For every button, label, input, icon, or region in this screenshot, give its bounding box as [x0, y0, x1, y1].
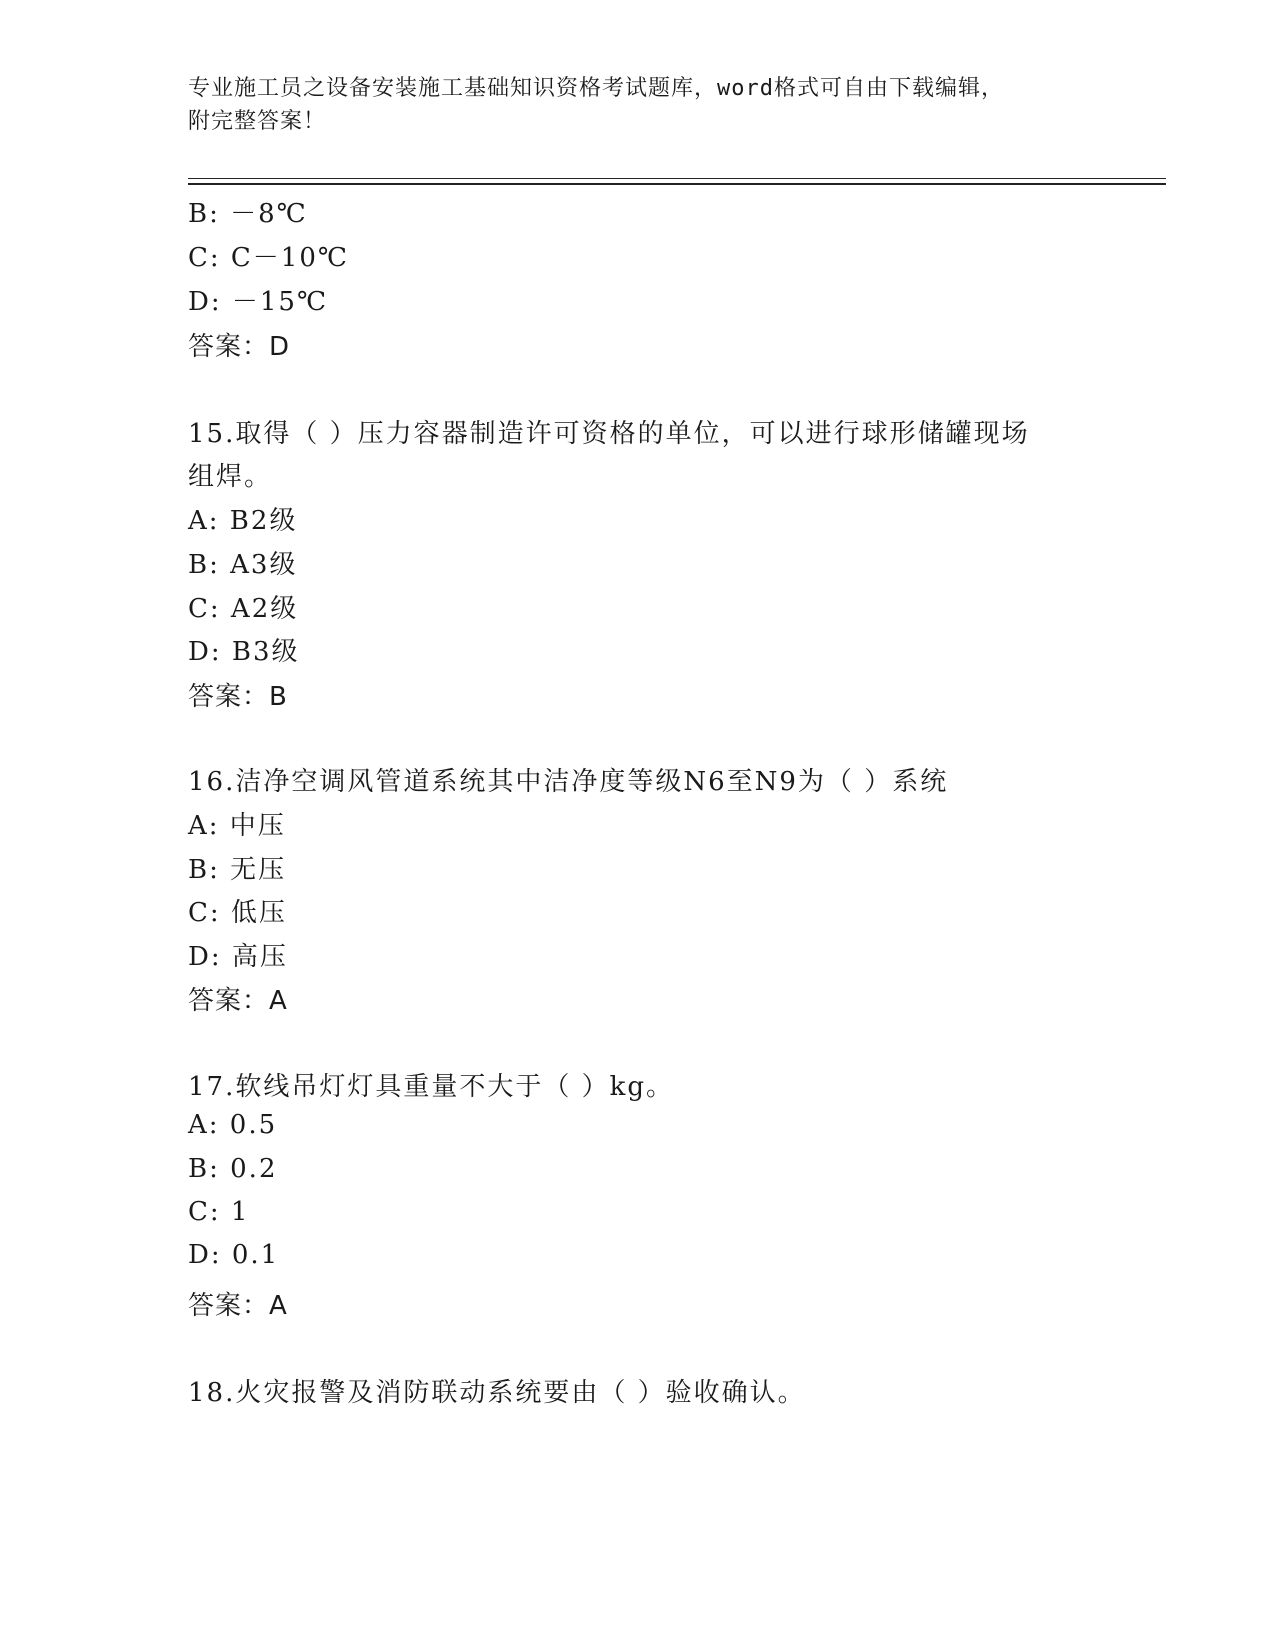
- q15-stem-line-1: 15.取得（ ）压力容器制造许可资格的单位，可以进行球形储罐现场: [188, 419, 1030, 449]
- q16-answer: 答案：A: [188, 986, 288, 1016]
- q17-stem: 17.软线吊灯灯具重量不大于（ ）kg。: [188, 1072, 675, 1102]
- q16-stem: 16.洁净空调风管道系统其中洁净度等级N6至N9为（ ）系统: [188, 767, 949, 797]
- document-header: [188, 72, 1068, 138]
- header-line-2: 附完整答案！: [188, 109, 327, 134]
- q17-option-a: A: 0.5: [188, 1110, 278, 1140]
- q14-option-b: B: －8℃: [188, 199, 308, 229]
- q17-option-c: C: 1: [188, 1197, 250, 1227]
- q15-option-a: A: B2级: [188, 506, 298, 536]
- q16-option-b: B: 无压: [188, 855, 287, 885]
- header-divider-bottom: [188, 183, 1166, 185]
- q15-option-b: B: A3级: [188, 550, 298, 580]
- header-divider-top: [188, 178, 1166, 179]
- q16-option-c: C: 低压: [188, 898, 287, 928]
- q16-option-a: A: 中压: [188, 811, 286, 841]
- q14-option-c: C: C－10℃: [188, 243, 349, 273]
- q17-option-b: B: 0.2: [188, 1154, 278, 1184]
- header-line-1: 专业施工员之设备安装施工基础知识资格考试题库，word格式可自由下载编辑，: [188, 76, 1004, 101]
- q16-option-d: D: 高压: [188, 942, 288, 972]
- q15-answer: 答案：B: [188, 682, 288, 712]
- q15-option-d: D: B3级: [188, 637, 300, 667]
- q15-stem-line-2: 组焊。: [188, 462, 273, 492]
- q14-answer: 答案：D: [188, 332, 291, 362]
- q15-option-c: C: A2级: [188, 594, 299, 624]
- q17-answer: 答案：A: [188, 1291, 288, 1321]
- q14-option-d: D: －15℃: [188, 287, 329, 317]
- q18-stem: 18.火灾报警及消防联动系统要由（ ）验收确认。: [188, 1378, 806, 1408]
- q17-option-d: D: 0.1: [188, 1240, 280, 1270]
